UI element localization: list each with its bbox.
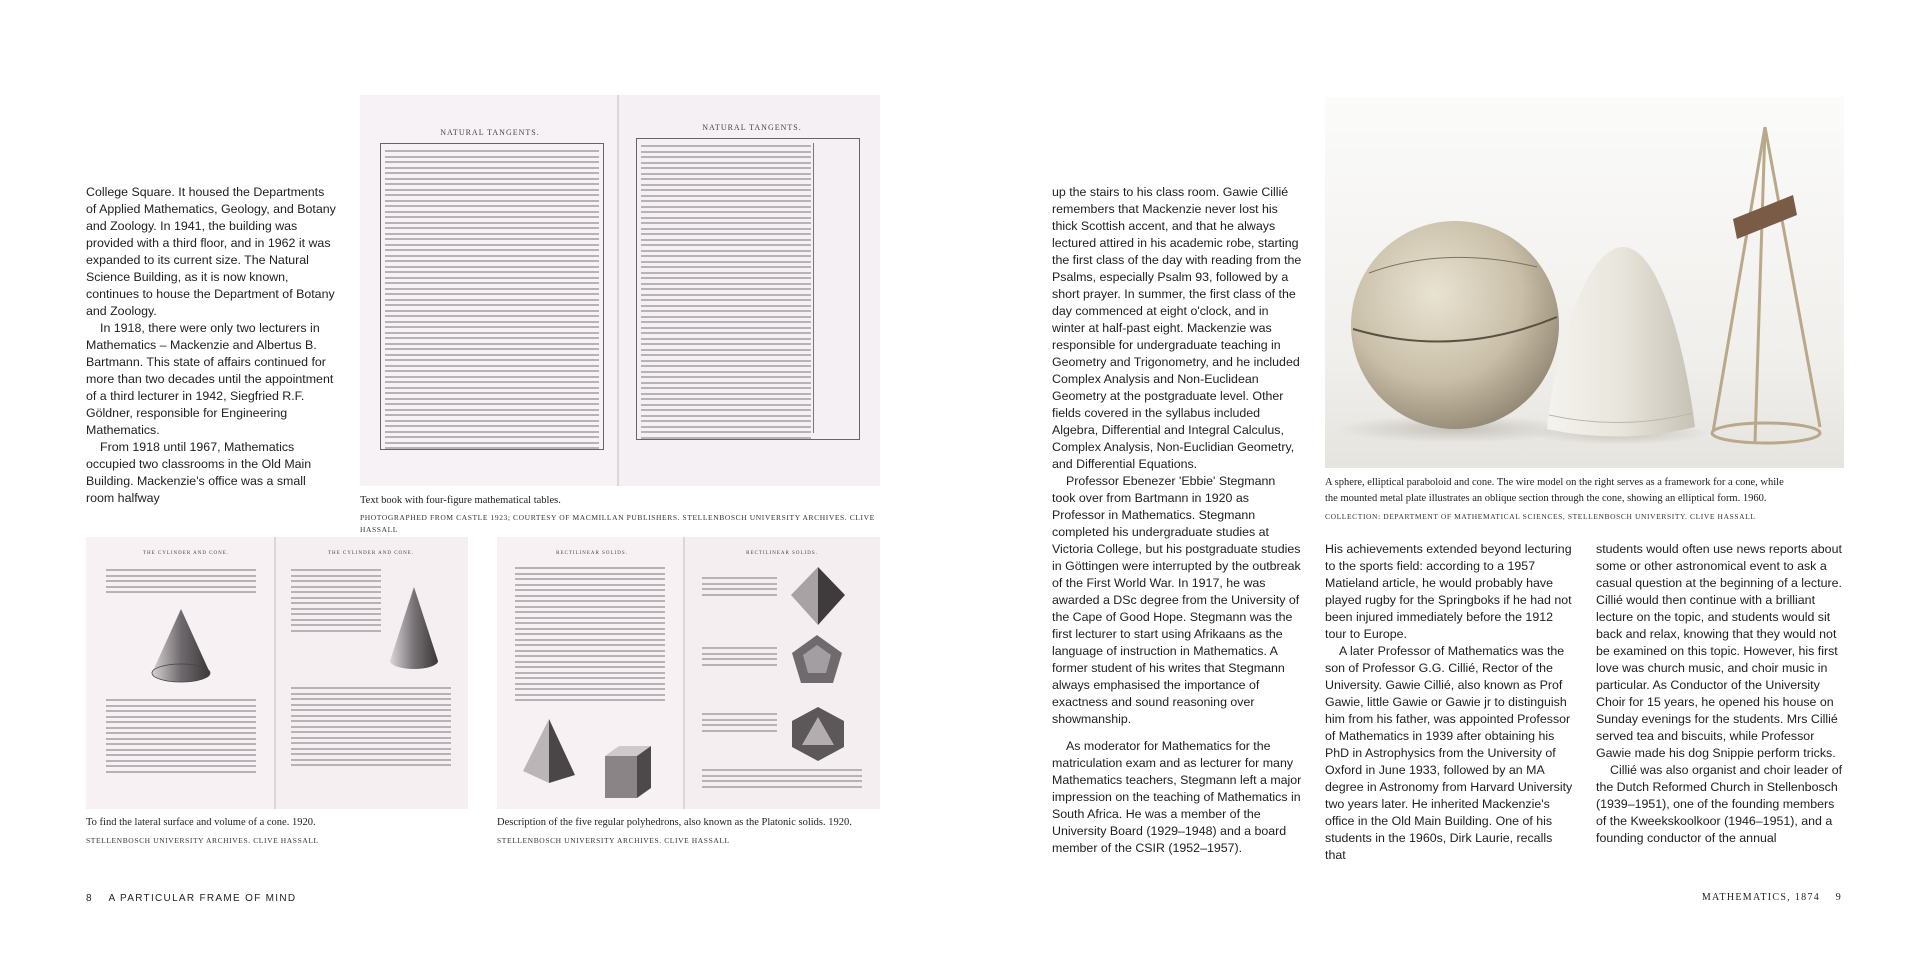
cone-heading-right: THE CYLINDER AND CONE. bbox=[327, 551, 415, 556]
paragraph: College Square. It housed the Departments of Applied Mathematics, Geology, and Botany and Zoology. In 1941, the building was provided with a third floor, and in 1962 it was expanded to its current size. The Natural Science Building, as it is now known, continues to house the Department of Botany and Zoology. bbox=[86, 185, 336, 318]
left-folio bbox=[86, 893, 296, 904]
photo-caption: A sphere, elliptical paraboloid and cone. The wire model on the right serves as a framework for a cone, while the mounted metal plate illustrates an oblique section through the cone, showing an elliptical form. 1960. bbox=[1325, 477, 1784, 504]
table-heading-left: NATURAL TANGENTS. bbox=[440, 128, 540, 137]
cone-heading-left: THE CYLINDER AND CONE. bbox=[142, 551, 230, 556]
right-column-text bbox=[1052, 184, 1302, 857]
solids-caption: Description of the five regular polyhedrons, also known as the Platonic solids. 1920. bbox=[497, 817, 852, 828]
cone-credit: STELLENBOSCH UNIVERSITY ARCHIVES. CLIVE HASSALL bbox=[86, 836, 319, 845]
paragraph: As moderator for Mathematics for the matriculation exam and as lecturer for many Mathematics teachers, Stegmann left a major impression on the teaching of Mathematics in South Africa. He was a member of the University Board (1929–1948) and a board member of the CSIR (1952–1957). bbox=[1052, 739, 1302, 855]
solids-credit: STELLENBOSCH UNIVERSITY ARCHIVES. CLIVE HASSALL bbox=[497, 836, 730, 845]
solids-book-photo bbox=[497, 537, 880, 809]
paragraph: From 1918 until 1967, Mathematics occupied two classrooms in the Old Main Building. Mackenzie's office was a small room halfway bbox=[86, 440, 312, 505]
cone-caption: To find the lateral surface and volume of a cone. 1920. bbox=[86, 817, 316, 828]
dodecahedron-drawing-icon bbox=[789, 633, 845, 689]
figure-caption: Text book with four-figure mathematical tables. bbox=[360, 495, 561, 506]
page-number: 9 bbox=[1835, 892, 1842, 903]
paragraph: His achievements extended beyond lecturing to the sports field: according to a 1957 Matieland article, he would probably have played rugby for the Springboks if he had not been injured immediately before the 1912 tour to Europe. bbox=[1325, 542, 1572, 641]
cone-drawing-icon bbox=[384, 585, 444, 675]
solids-heading-left: RECTILINEAR SOLIDS. bbox=[556, 551, 628, 556]
cube-drawing-icon bbox=[597, 742, 657, 802]
page-number: 8 bbox=[86, 893, 93, 904]
paragraph: up the stairs to his class room. Gawie Cillié remembers that Mackenzie never lost his thick Scottish accent, and that he always lectured attired in his academic robe, starting the first class of the day with reading from the Psalms, especially Psalm 93, followed by a short prayer. In summer, the first class of the day commenced at eight o'clock, and in winter at half-past eight. Mackenzie was responsible for undergraduate teaching in Geometry and Trigonometry, and he included Complex Analysis and Non-Euclidean Geometry at the postgraduate level. Other fields covered in the syllabus included Algebra, Differential and Integral Calculus, Complex Analysis, Non-Euclidian Geometry, and Differential Equations. bbox=[1052, 185, 1302, 471]
tangent-table-left bbox=[380, 143, 604, 450]
right-column-3-text bbox=[1325, 541, 1575, 864]
photo-credit: COLLECTION: DEPARTMENT OF MATHEMATICAL SCIENCES, STELLENBOSCH UNIVERSITY. CLIVE HASSALL bbox=[1325, 512, 1756, 521]
cone-book-photo bbox=[86, 537, 468, 809]
paragraph: In 1918, there were only two lecturers in Mathematics – Mackenzie and Albertus B. Bartmann. This state of affairs continued for more than two decades until the appointment of a third lecturer in 1942, Siegfried R.F. Göldner, responsible for Engineering Mathematics. bbox=[86, 321, 334, 437]
octahedron-drawing-icon bbox=[787, 565, 849, 627]
icosahedron-drawing-icon bbox=[789, 705, 847, 763]
pyramid-drawing-icon bbox=[519, 717, 579, 787]
sphere bbox=[1351, 221, 1559, 429]
left-column-text bbox=[86, 184, 336, 507]
running-head: A PARTICULAR FRAME OF MIND bbox=[108, 893, 297, 904]
geometric-models-photo bbox=[1325, 97, 1844, 468]
running-head: MATHEMATICS, 1874 bbox=[1701, 892, 1821, 903]
figure-credit: PHOTOGRAPHED FROM CASTLE 1923; COURTESY OF MACMILLAN PUBLISHERS. STELLENBOSCH UNIVERSITY ARCHIVES. CLIVE HASSALL bbox=[360, 513, 875, 534]
right-column-4-text bbox=[1596, 541, 1846, 847]
tangents-book-photo bbox=[360, 95, 880, 486]
paragraph: Cillié was also organist and choir leader of the Dutch Reformed Church in Stellenbosch (1939–1951), one of the founding members of the Kweekskoolkoor (1946–1951), and a founding conductor of the annual bbox=[1596, 763, 1843, 845]
paragraph: A later Professor of Mathematics was the son of Professor G.G. Cillié, Rector of the University. Gawie Cillié, also known as Prof Gawie, little Gawie or Gawie jr to distinguish him from his father, was appointed Professor of Mathematics in 1939 after obtaining his PhD in Astrophysics from the University of Oxford in June 1933, followed by an MA degree in Astronomy from Harvard University two years later. He inherited Mackenzie's office in the Old Main Building. One of his students in the 1960s, Dirk Laurie, recalls that bbox=[1325, 644, 1573, 862]
solids-heading-right: RECTILINEAR SOLIDS. bbox=[746, 551, 818, 556]
table-heading-right: NATURAL TANGENTS. bbox=[702, 123, 802, 132]
paragraph: Professor Ebenezer 'Ebbie' Stegmann took over from Bartmann in 1920 as Professor in Mathematics. Stegmann completed his undergraduate studies at Victoria College, but his postgraduate studies in Göttingen were interrupted by the outbreak of the First World War. In 1917, he was awarded a DSc degree from the University of the Cape of Good Hope. Stegmann was the first lecturer to start using Afrikaans as the language of instruction in Mathematics. A former student of his writes that Stegmann always emphasised the importance of exactness and sound reasoning over showmanship. bbox=[1052, 474, 1301, 726]
cone-drawing-icon bbox=[146, 607, 216, 687]
right-folio bbox=[1702, 892, 1842, 903]
tangent-table-right bbox=[636, 138, 860, 440]
paragraph: students would often use news reports about some or other astronomical event to ask a casual question at the beginning of a lecture. Cillié would then continue with a brilliant lecture on the topic, and students would sit back and relax, knowing that they would not be examined on this topic. However, his first love was church music, and choir music in particular. As Conductor of the University Choir for 15 years, he opened his house on Sunday evenings for the students. Mrs Cillié served tea and biscuits, while Professor Gawie made his dog Snippie perform tricks. bbox=[1596, 542, 1842, 760]
